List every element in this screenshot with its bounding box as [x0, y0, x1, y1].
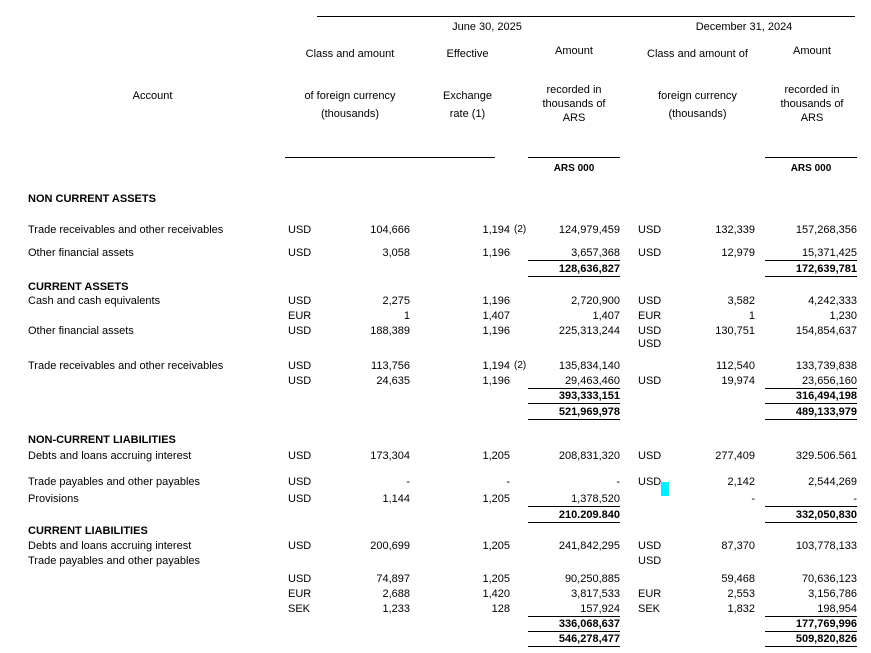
row-foreign-amount-period2: 59,468 [721, 573, 755, 585]
section-title: NON-CURRENT LIABILITIES [28, 434, 176, 446]
row-currency-period2: USD [638, 540, 662, 552]
row-currency-period1: USD [288, 325, 312, 337]
row-currency-period1: EUR [288, 310, 312, 322]
row-currency-period1: USD [288, 450, 312, 462]
row-foreign-amount-period1: 24,635 [376, 375, 410, 387]
section-title: CURRENT ASSETS [28, 281, 129, 293]
row-currency-period2: USD [638, 224, 662, 236]
row-ars-amount-period1: - [616, 476, 620, 488]
row-account-label: Other financial assets [28, 325, 134, 337]
row-currency-period2: USD [638, 555, 662, 567]
row-foreign-amount-period1: 200,699 [370, 540, 410, 552]
row-ars-amount-period2: 15,371,425 [765, 247, 857, 261]
row-currency-period2: USD [638, 325, 662, 337]
row-currency-period1: USD [288, 476, 312, 488]
row-ars-amount-period1: 208,831,320 [558, 450, 620, 462]
col-rate-note-1: rate (1) [449, 108, 486, 120]
row-foreign-amount-period2: 19,974 [721, 375, 755, 387]
row-foreign-amount-period2: 277,409 [715, 450, 755, 462]
row-exchange-rate-period1: 1,420 [482, 588, 510, 600]
col-recorded-in-1: recorded in [546, 84, 602, 96]
row-currency-period2: SEK [638, 603, 661, 615]
row-foreign-amount-period2: - [751, 493, 755, 505]
row-foreign-amount-period1: 1 [403, 310, 410, 322]
row-ars-amount-period2: 332,050,830 [765, 509, 857, 523]
unit-label-2: ARS 000 [790, 163, 832, 174]
row-foreign-amount-period1: 74,897 [376, 573, 410, 585]
row-foreign-amount-period2: 3,582 [727, 295, 755, 307]
row-foreign-amount-period1: 3,058 [382, 247, 410, 259]
row-foreign-amount-period1: 1,233 [382, 603, 410, 615]
row-ars-amount-period2: 70,636,123 [801, 573, 857, 585]
row-exchange-rate-period1: 1,407 [482, 310, 510, 322]
row-foreign-amount-period2: 112,540 [716, 360, 755, 372]
row-ars-amount-period2: 154,854,637 [795, 325, 857, 337]
row-currency-period1: EUR [288, 588, 312, 600]
row-exchange-rate-period1: 1,205 [482, 540, 510, 552]
row-ars-amount-period2: 172,639,781 [765, 263, 857, 277]
row-exchange-rate-period1: 1,194 [482, 360, 510, 372]
row-currency-period1: USD [288, 360, 312, 372]
col-ars-1: ARS [562, 112, 586, 124]
row-foreign-amount-period1: 173,304 [370, 450, 410, 462]
row-currency-period1: USD [288, 573, 312, 585]
row-foreign-amount-period1: 113,756 [371, 360, 410, 372]
row-ars-amount-period2: 177,769,996 [765, 618, 857, 632]
period-1-title: June 30, 2025 [452, 21, 522, 33]
row-currency-period2: USD [638, 247, 662, 259]
col-of-foreign-currency-1: of foreign currency [304, 90, 396, 102]
row-foreign-amount-period2: 1 [748, 310, 755, 322]
row-currency-period1: USD [288, 540, 312, 552]
row-currency-period2: USD [638, 338, 662, 350]
row-currency-period2: USD [638, 295, 662, 307]
unit-label-1: ARS 000 [553, 163, 595, 174]
row-currency-period2: USD [638, 450, 662, 462]
row-currency-period2: EUR [638, 310, 662, 322]
row-ars-amount-period1: 3,657,368 [528, 247, 620, 261]
row-foreign-amount-period2: 130,751 [715, 325, 755, 337]
row-foreign-amount-period2: 12,979 [721, 247, 755, 259]
row-ars-amount-period1: 90,250,885 [564, 573, 620, 585]
col-effective-1: Effective [446, 48, 489, 60]
row-exchange-rate-period1: 1,196 [482, 375, 510, 387]
row-account-label: Debts and loans accruing interest [28, 450, 192, 462]
account-column-header: Account [132, 90, 173, 102]
row-ars-amount-period2: 1,230 [829, 310, 857, 322]
row-exchange-rate-period1: 1,205 [482, 493, 510, 505]
row-ars-amount-period2: 198,954 [765, 603, 857, 617]
row-ars-amount-period1: 241,842,295 [558, 540, 620, 552]
row-ars-amount-period2: 103,778,133 [795, 540, 857, 552]
row-foreign-amount-period2: 132,339 [715, 224, 755, 236]
row-currency-period2: EUR [638, 588, 662, 600]
row-account-label: Debts and loans accruing interest [28, 540, 192, 552]
col-amount-1: Amount [555, 45, 593, 57]
row-ars-amount-period2: 3,156,786 [808, 588, 857, 600]
row-ars-amount-period1: 1,378,520 [528, 493, 620, 507]
row-exchange-rate-period1: 1,205 [482, 573, 510, 585]
section-title: NON CURRENT ASSETS [28, 193, 156, 205]
row-currency-period2: USD [638, 476, 662, 488]
col-foreign-currency-2: foreign currency [658, 90, 737, 102]
row-rate-note-period1: (2) [514, 224, 527, 235]
row-ars-amount-period2: 2,544,269 [808, 476, 857, 488]
row-foreign-amount-period1: 1,144 [382, 493, 410, 505]
row-account-label: Other financial assets [28, 247, 134, 259]
row-exchange-rate-period1: 1,205 [482, 450, 510, 462]
period-2-rule [633, 16, 855, 17]
col-thousands-of-2: thousands of [780, 98, 844, 110]
row-ars-amount-period1: 1,407 [592, 310, 620, 322]
row-foreign-amount-period2: 2,142 [727, 476, 755, 488]
row-ars-amount-period1: 393,333,151 [528, 390, 620, 404]
row-foreign-amount-period1: - [406, 476, 410, 488]
row-foreign-amount-period1: 2,275 [382, 295, 410, 307]
header-bottom-rule-amount1 [528, 157, 620, 158]
col-class-amount-1: Class and amount [305, 48, 395, 60]
row-ars-amount-period2: 509,820,826 [765, 633, 857, 647]
row-ars-amount-period2: 329.506.561 [795, 450, 857, 462]
row-account-label: Trade payables and other payables [28, 555, 201, 567]
row-foreign-amount-period1: 2,688 [382, 588, 410, 600]
col-thousands-1: (thousands) [320, 108, 380, 120]
row-currency-period1: USD [288, 375, 312, 387]
row-exchange-rate-period1: 1,196 [482, 247, 510, 259]
row-currency-period1: SEK [288, 603, 311, 615]
row-account-label: Trade receivables and other receivables [28, 224, 224, 236]
col-thousands-2: (thousands) [668, 108, 727, 120]
row-ars-amount-period1: 225,313,244 [558, 325, 620, 337]
row-account-label: Cash and cash equivalents [28, 295, 161, 307]
highlight-marker [661, 482, 669, 496]
row-ars-amount-period2: 316,494,198 [765, 390, 857, 404]
row-account-label: Provisions [28, 493, 79, 505]
row-currency-period1: USD [288, 493, 312, 505]
row-ars-amount-period2: 23,656,160 [765, 375, 857, 389]
row-rate-note-period1: (2) [514, 360, 527, 371]
row-ars-amount-period2: 4,242,333 [808, 295, 857, 307]
row-ars-amount-period1: 157,924 [528, 603, 620, 617]
col-thousands-of-1: thousands of [542, 98, 606, 110]
row-ars-amount-period1: 336,068,637 [528, 618, 620, 632]
period-1-rule [317, 16, 657, 17]
row-ars-amount-period2: 489,133,979 [765, 406, 857, 420]
header-bottom-rule-amount2 [765, 157, 857, 158]
row-ars-amount-period2: - [765, 493, 857, 507]
row-account-label: Trade payables and other payables [28, 476, 201, 488]
row-currency-period1: USD [288, 224, 312, 236]
row-ars-amount-period2: 133,739,838 [795, 360, 857, 372]
row-ars-amount-period1: 3,817,533 [571, 588, 620, 600]
row-exchange-rate-period1: 1,194 [482, 224, 510, 236]
col-class-amount-of-2: Class and amount of [647, 48, 748, 60]
section-title: CURRENT LIABILITIES [28, 525, 148, 537]
row-ars-amount-period1: 521,969,978 [528, 406, 620, 420]
row-ars-amount-period1: 210.209.840 [528, 509, 620, 523]
row-ars-amount-period1: 546,278,477 [528, 633, 620, 647]
row-ars-amount-period1: 135,834,140 [558, 360, 620, 372]
row-account-label: Trade receivables and other receivables [28, 360, 224, 372]
row-currency-period1: USD [288, 295, 312, 307]
row-foreign-amount-period1: 188,389 [370, 325, 410, 337]
row-ars-amount-period2: 157,268,356 [795, 224, 857, 236]
col-exchange-1: Exchange [443, 90, 492, 102]
row-ars-amount-period1: 124,979,459 [558, 224, 620, 236]
row-exchange-rate-period1: - [506, 476, 510, 488]
row-ars-amount-period1: 128,636,827 [528, 263, 620, 277]
col-ars-2: ARS [800, 112, 824, 124]
row-ars-amount-period1: 29,463,460 [528, 375, 620, 389]
row-foreign-amount-period2: 1,832 [727, 603, 755, 615]
period-2-title: December 31, 2024 [695, 21, 793, 33]
row-foreign-amount-period1: 104,666 [370, 224, 410, 236]
row-foreign-amount-period2: 87,370 [721, 540, 755, 552]
row-exchange-rate-period1: 128 [491, 603, 510, 615]
row-currency-period1: USD [288, 247, 312, 259]
row-ars-amount-period1: 2,720,900 [571, 295, 620, 307]
col-recorded-in-2: recorded in [784, 84, 840, 96]
header-bottom-rule-left [285, 157, 495, 158]
col-amount-2: Amount [793, 45, 831, 57]
row-exchange-rate-period1: 1,196 [482, 295, 510, 307]
row-exchange-rate-period1: 1,196 [482, 325, 510, 337]
row-foreign-amount-period2: 2,553 [727, 588, 755, 600]
row-currency-period2: USD [638, 375, 662, 387]
